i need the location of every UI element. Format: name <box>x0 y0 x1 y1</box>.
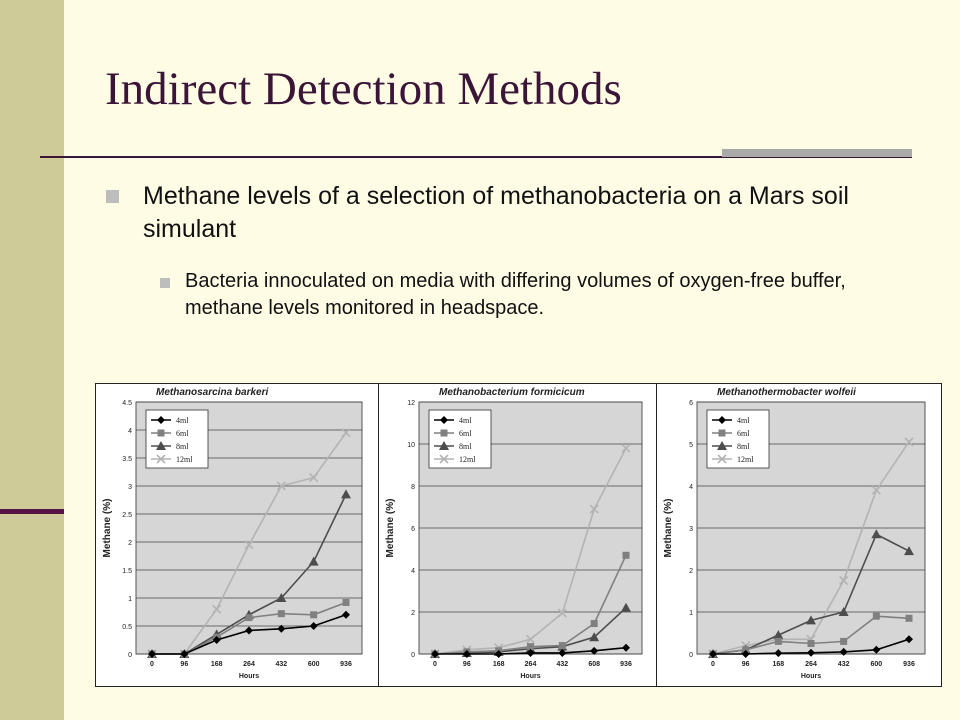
x-tick-label: 264 <box>243 661 255 668</box>
x-tick-label: 0 <box>433 661 437 668</box>
x-tick-label: 264 <box>805 661 817 668</box>
legend-label: 8ml <box>459 442 472 451</box>
y-tick-label: 10 <box>407 442 415 449</box>
y-tick-label: 2 <box>411 610 415 617</box>
legend-label: 4ml <box>176 416 189 425</box>
x-tick-label: 0 <box>711 661 715 668</box>
y-tick-label: 6 <box>411 526 415 533</box>
data-point <box>808 640 815 647</box>
legend-marker <box>719 430 726 437</box>
legend-marker <box>441 430 448 437</box>
y-tick-label: 4 <box>128 428 132 435</box>
y-tick-label: 3 <box>128 484 132 491</box>
bullet-text: Methane levels of a selection of methanobacteria on a Mars soil simulant <box>143 182 849 243</box>
sidebar-accent-bar <box>0 509 64 514</box>
legend-label: 8ml <box>176 442 189 451</box>
legend-label: 6ml <box>737 429 750 438</box>
legend-label: 8ml <box>737 442 750 451</box>
x-tick-label: 168 <box>210 661 223 668</box>
x-tick-label: 432 <box>275 661 288 668</box>
y-tick-label: 0 <box>411 652 415 659</box>
y-tick-label: 3.5 <box>122 456 132 463</box>
data-point <box>591 620 598 627</box>
y-tick-label: 4.5 <box>122 400 132 407</box>
y-tick-label: 4 <box>689 484 693 491</box>
x-axis-label: Hours <box>520 673 541 680</box>
legend-label: 12ml <box>176 455 193 464</box>
chart-title: Methanosarcina barkeri <box>156 387 269 398</box>
x-tick-label: 600 <box>870 661 883 668</box>
chart-title: Methanobacterium formicicum <box>439 387 585 398</box>
y-tick-label: 2.5 <box>122 512 132 519</box>
x-tick-label: 0 <box>150 661 154 668</box>
legend-label: 4ml <box>459 416 472 425</box>
bullet-marker <box>106 190 119 203</box>
data-point <box>246 614 253 621</box>
legend-label: 6ml <box>176 429 189 438</box>
chart-panel-methanobacterium <box>378 383 659 687</box>
legend-label: 12ml <box>459 455 476 464</box>
y-tick-label: 1 <box>128 596 132 603</box>
y-tick-label: 0 <box>128 652 132 659</box>
y-tick-label: 0.5 <box>122 624 132 631</box>
y-tick-label: 2 <box>689 568 693 575</box>
data-point <box>775 638 782 645</box>
legend-label: 4ml <box>737 416 750 425</box>
y-tick-label: 1.5 <box>122 568 132 575</box>
y-tick-label: 2 <box>128 540 132 547</box>
x-tick-label: 432 <box>556 661 569 668</box>
y-tick-label: 6 <box>689 400 693 407</box>
y-axis-label: Methane (%) <box>102 498 113 558</box>
y-tick-label: 4 <box>411 568 415 575</box>
data-point <box>559 642 566 649</box>
y-tick-label: 0 <box>689 652 693 659</box>
x-tick-label: 936 <box>903 661 915 668</box>
x-tick-label: 264 <box>524 661 537 668</box>
y-tick-label: 12 <box>407 400 415 407</box>
chart-svg-methanothermobacter <box>657 384 941 686</box>
title-underline-accent <box>722 149 912 157</box>
sub-bullet-marker <box>160 278 170 288</box>
chart-panel-methanothermobacter <box>656 383 942 687</box>
x-tick-label: 168 <box>772 661 785 668</box>
x-tick-label: 96 <box>741 661 750 668</box>
chart-svg-methanobacterium <box>379 384 658 686</box>
y-axis-label: Methane (%) <box>663 498 674 558</box>
data-point <box>840 638 847 645</box>
x-tick-label: 432 <box>837 661 850 668</box>
legend-marker <box>158 430 165 437</box>
data-point <box>873 613 880 620</box>
x-axis-label: Hours <box>800 673 822 680</box>
x-axis-label: Hours <box>238 673 260 680</box>
x-tick-label: 936 <box>620 661 632 668</box>
slide-title: Indirect Detection Methods <box>105 63 622 115</box>
chart-svg-methanosarcina <box>96 384 378 686</box>
x-tick-label: 608 <box>588 661 601 668</box>
sub-bullet-text: Bacteria innoculated on media with differing volumes of oxygen-free buffer, methane levels monitored in headspace. <box>185 270 846 319</box>
data-point <box>906 615 913 622</box>
x-tick-label: 168 <box>492 661 505 668</box>
data-point <box>310 611 317 618</box>
data-point <box>278 610 285 617</box>
x-tick-label: 936 <box>340 661 352 668</box>
x-tick-label: 600 <box>307 661 320 668</box>
legend-label: 12ml <box>737 455 754 464</box>
y-tick-label: 1 <box>689 610 693 617</box>
x-tick-label: 96 <box>462 661 471 668</box>
data-point <box>343 599 350 606</box>
x-tick-label: 96 <box>180 661 189 668</box>
chart-title: Methanothermobacter wolfeii <box>717 387 856 398</box>
data-point <box>623 552 630 559</box>
legend-label: 6ml <box>459 429 472 438</box>
y-tick-label: 5 <box>689 442 693 449</box>
sidebar-band <box>0 0 64 720</box>
y-axis-label: Methane (%) <box>385 498 396 558</box>
chart-panel-methanosarcina <box>95 383 379 687</box>
y-tick-label: 3 <box>689 526 693 533</box>
y-tick-label: 8 <box>411 484 415 491</box>
